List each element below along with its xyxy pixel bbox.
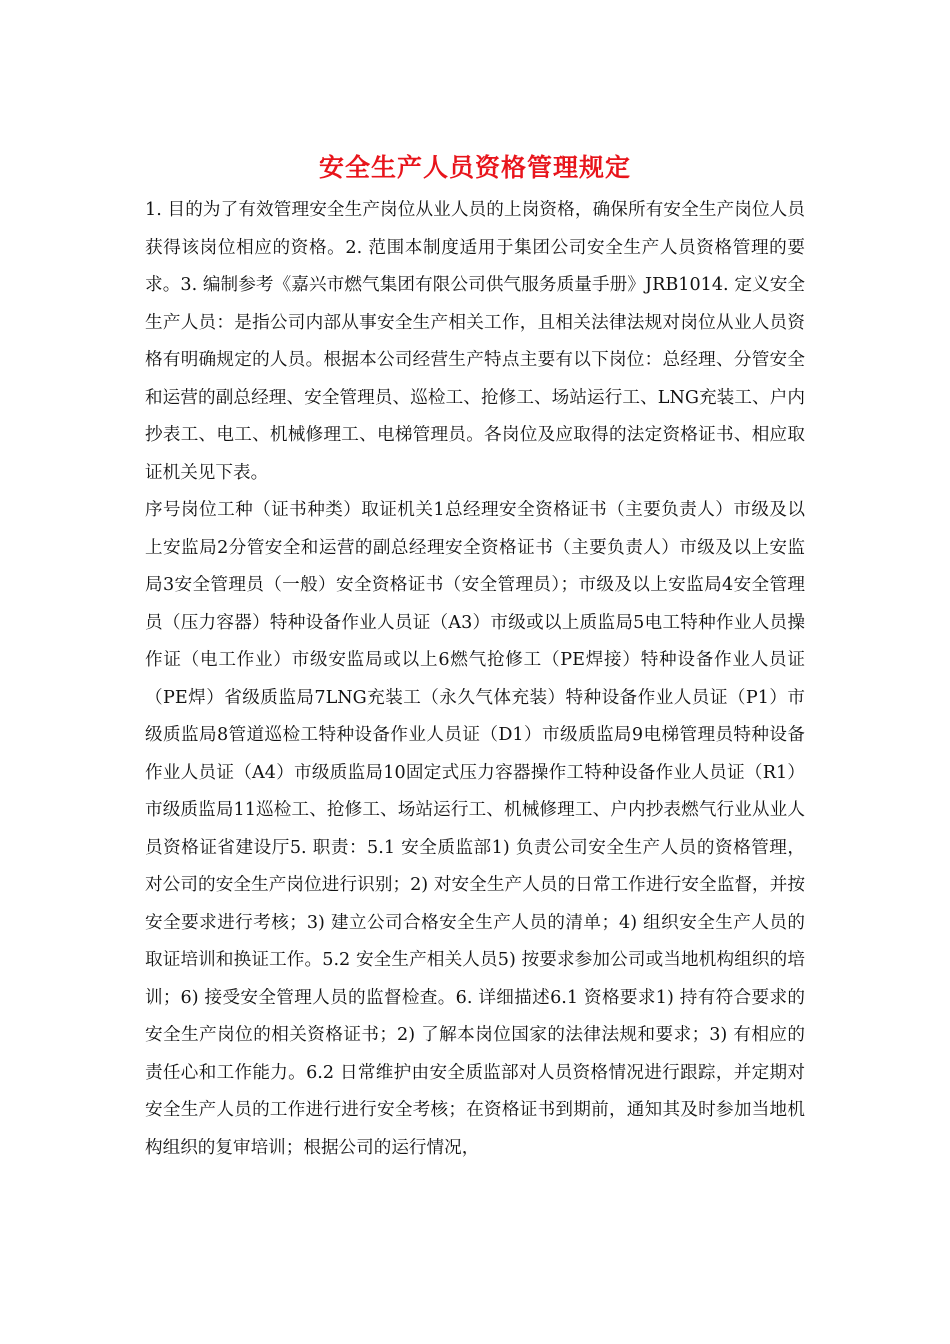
- document-body: [145, 192, 805, 1167]
- paragraph-2: 序号岗位工种（证书种类）取证机关1总经理安全资格证书（主要负责人）市级及以上安监局2分管安全和运营的副总经理安全资格证书（主要负责人）市级及以上安监局3安全管理员（一般）安全资格证书（安全管理员）；市级及以上安监局4安全管理员（压力容器）特种设备作业人员证（A3）市级或以上质监局5电工特种作业人员操作证（电工作业）市级安监局或以上6燃气抢修工（PE焊接）特种设备作业人员证（PE焊）省级质监局7LNG充装工（永久气体充装）特种设备作业人员证（P1）市级质监局8管道巡检工特种设备作业人员证（D1）市级质监局9电梯管理员特种设备作业人员证（A4）市级质监局10固定式压力容器操作工特种设备作业人员证（R1）市级质监局11巡检工、抢修工、场站运行工、机械修理工、户内抄表燃气行业从业人员资格证省建设厅5. 职责：5.1 安全质监部1) 负责公司安全生产人员的资格管理，对公司的安全生产岗位进行识别；2) 对安全生产人员的日常工作进行安全监督，并按安全要求进行考核；3) 建立公司合格安全生产人员的清单；4) 组织安全生产人员的取证培训和换证工作。5.2 安全生产相关人员5) 按要求参加公司或当地机构组织的培训；6) 接受安全管理人员的监督检查。6. 详细描述6.1 资格要求1) 持有符合要求的安全生产岗位的相关资格证书；2) 了解本岗位国家的法律法规和要求；3) 有相应的责任心和工作能力。6.2 日常维护由安全质监部对人员资格情况进行跟踪，并定期对安全生产人员的工作进行进行安全考核；在资格证书到期前，通知其及时参加当地机构组织的复审培训；根据公司的运行情况，: [145, 500, 805, 1158]
- document-title: 安全生产人员资格管理规定: [318, 153, 631, 182]
- paragraph-1: 1. 目的为了有效管理安全生产岗位从业人员的上岗资格，确保所有安全生产岗位人员获得该岗位相应的资格。2. 范围本制度适用于集团公司安全生产人员资格管理的要求。3. 编制参考《嘉兴市燃气集团有限公司供气服务质量手册》JRB1014. 定义安全生产人员：是指公司内部从事安全生产相关工作，且相关法律法规对岗位从业人员资格有明确规定的人员。根据本公司经营生产特点主要有以下岗位：总经理、分管安全和运营的副总经理、安全管理员、巡检工、抢修工、场站运行工、LNG充装工、户内抄表工、电工、机械修理工、电梯管理员。各岗位及应取得的法定资格证书、相应取证机关见下表。: [145, 200, 805, 483]
